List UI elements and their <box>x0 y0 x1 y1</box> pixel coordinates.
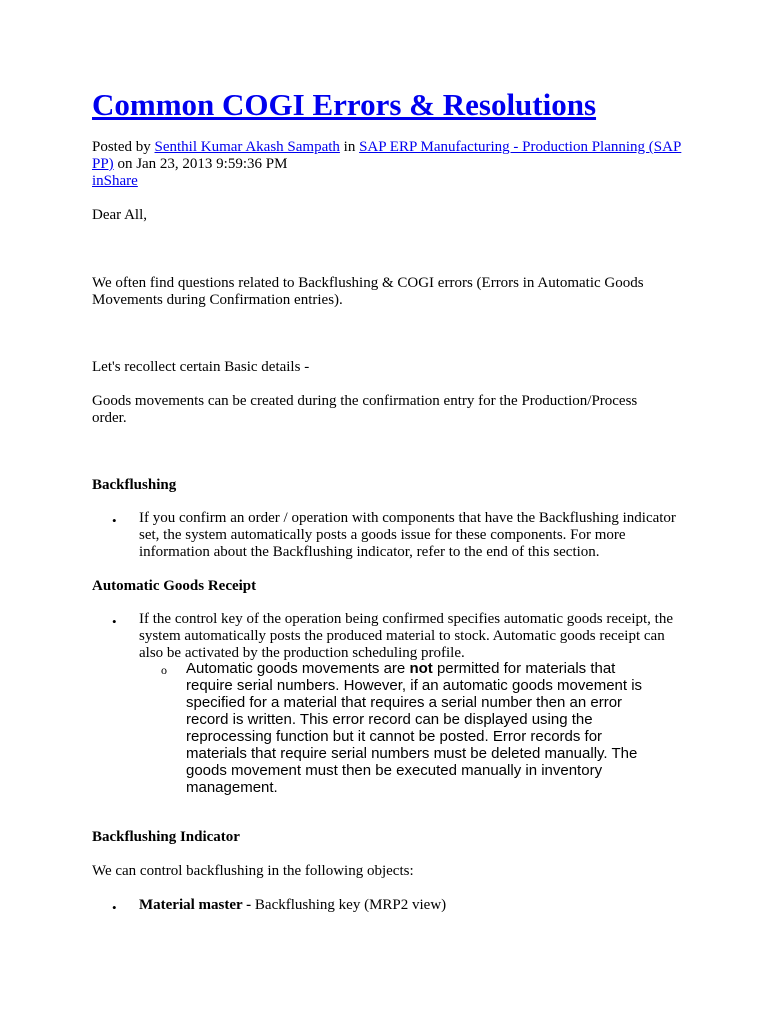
posted-by-label: Posted by <box>92 139 155 155</box>
in-label: in <box>339 139 360 155</box>
agr-bullet-text: If the control key of the operation being confirmed specifies automatic goods receipt, the system automatically posts the produced material to stock. Automatic goods receipt can also be activated by the production scheduling profile. <box>139 611 673 661</box>
intro-paragraph: We often find questions related to Backflushing & COGI errors (Errors in Automatic Goods Movements during Confirmation entries). <box>92 275 644 308</box>
indicator-heading: Backflushing Indicator <box>92 829 240 845</box>
material-master-text: Backflushing key (MRP2 view) <box>254 897 447 913</box>
indicator-paragraph: We can control backflushing in the following objects: <box>92 863 414 879</box>
serial-number-note <box>186 660 656 796</box>
agr-heading: Automatic Goods Receipt <box>92 578 257 594</box>
material-master-item <box>139 897 679 914</box>
backflushing-heading: Backflushing <box>92 477 177 493</box>
backflushing-bullet-text: If you confirm an order / operation with components that have the Backflushing indicator set, the system automatically posts a goods issue for these components. For more information about the Backflushing indicator, refer to the end of this section. <box>139 510 676 560</box>
greeting: Dear All, <box>92 207 147 223</box>
bullet-marker: • <box>112 513 117 528</box>
post-date: on Jan 23, 2013 9:59:36 PM <box>113 156 288 172</box>
sub-bullet-marker: o <box>161 663 167 677</box>
bullet-marker: • <box>112 900 117 915</box>
article-title-link[interactable]: Common COGI Errors & Resolutions <box>92 87 597 122</box>
goods-movements-paragraph: Goods movements can be created during the confirmation entry for the Production/Process order. <box>92 393 638 426</box>
space-link[interactable]: SAP ERP Manufacturing - Production Planning (SAP PP) <box>92 139 682 172</box>
author-link[interactable]: Senthil Kumar Akash Sampath <box>154 139 340 155</box>
recollect-paragraph: Let's recollect certain Basic details - <box>92 359 310 375</box>
serial-note-end: permitted for materials that require serial numbers. However, if an automatic goods movement is specified for a material that requires a serial number then an error record is written. This error record can be displayed using the reprocessing function but it cannot be posted. Error records for materials that require serial numbers must be deleted manually. The goods movement must then be executed manually in inventory management. <box>186 660 643 796</box>
byline <box>92 139 682 190</box>
serial-note-start: Automatic goods movements are <box>186 660 410 677</box>
inshare-link[interactable]: inShare <box>92 173 138 189</box>
bullet-marker: • <box>112 614 117 629</box>
material-master-label: Material master - <box>139 897 255 913</box>
serial-note-emphasis: not <box>409 660 433 677</box>
